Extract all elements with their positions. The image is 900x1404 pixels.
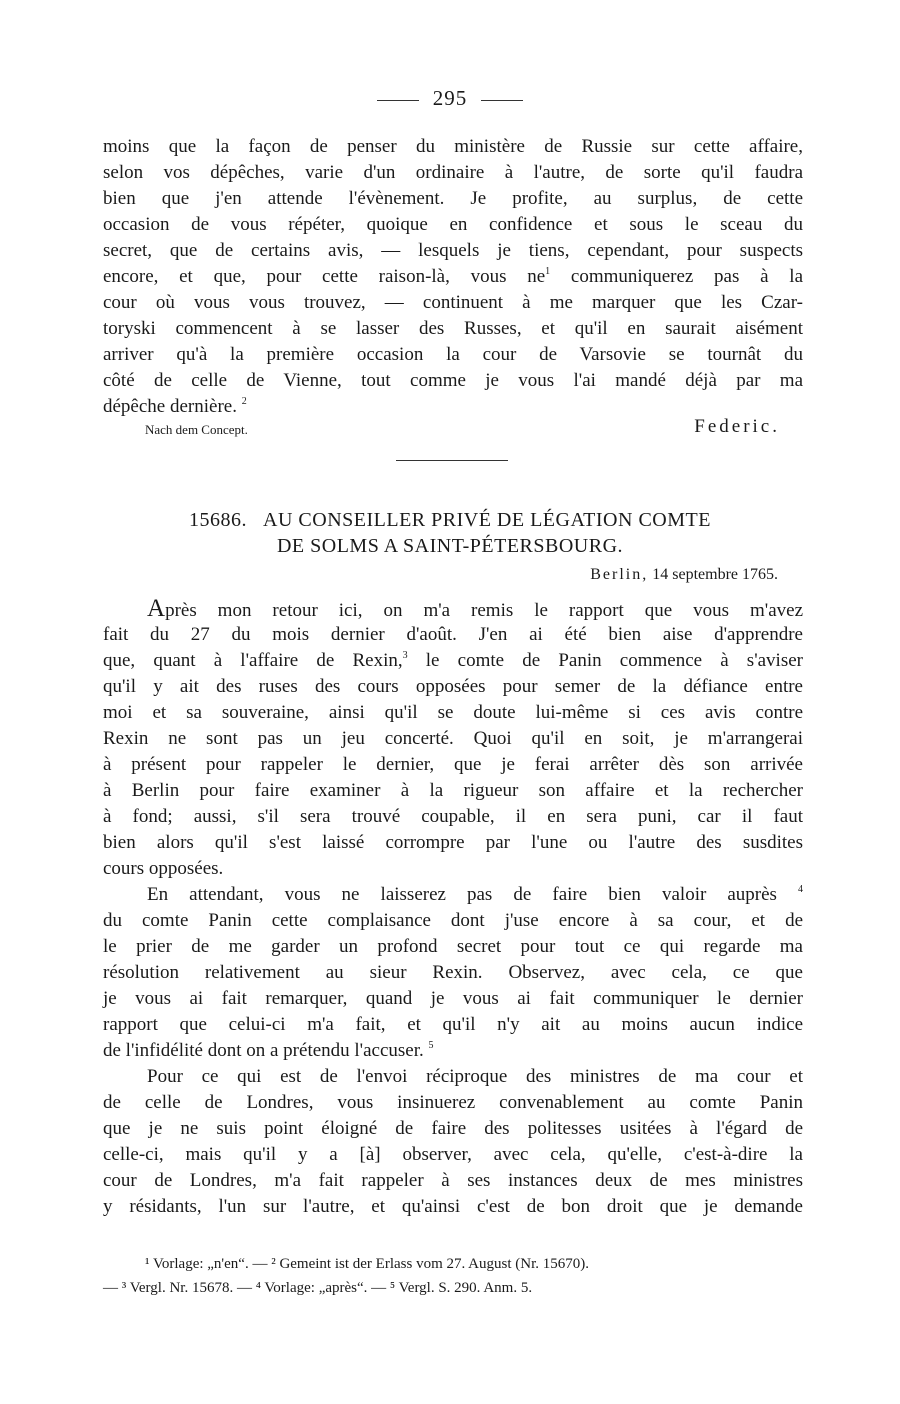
letter-body [103,596,803,1220]
text-fragment: communiquerez pas à la [570,266,804,287]
footnote-marker: 4 [798,884,804,895]
text-fragment: de l'infidélité dont on a prétendu l'accuser. [103,1040,424,1061]
section-divider [396,460,508,461]
text-line: moi et sa souveraine, ainsi qu'il se doute lui-même si ces avis contre [103,702,803,723]
heading-line-2: DE SOLMS A SAINT-PÉTERSBOURG. [276,535,624,557]
text-line [103,264,803,290]
page-number: 295 [432,86,468,110]
text-line: cour de Londres, m'a fait rappeler à ses instances deux de mes ministres [103,1170,803,1191]
text-line: que je ne suis point éloigné de faire des politesses usitées à l'égard de [103,1118,803,1139]
text-fragment: le comte de Panin commence à s'aviser [425,650,803,671]
heading-text-1: AU CONSEILLER PRIVÉ DE LÉGATION COMTE [263,509,711,531]
text-line: selon vos dépêches, varie d'un ordinaire à l'autre, de sorte qu'il faudra [103,162,803,183]
text-line: secret, que de certains avis, — lesquels je tiens, cependant, pour suspects [103,240,803,261]
text-line [103,882,803,908]
text-line: Pour ce qui est de l'envoi réciproque des ministres de ma cour et [147,1066,803,1087]
text-line: rapport que celui-ci m'a fait, et qu'il n'y ait au moins aucun indice [103,1014,803,1035]
footnote-marker: 2 [241,396,247,407]
text-line: arriver qu'à la première occasion la cour de Varsovie se tournât du [103,344,803,365]
text-fragment: En attendant, vous ne laisserez pas de faire bien valoir auprès [147,884,777,905]
text-line: toryski commencent à se lasser des Russes, et qu'il en saurait aisément [103,318,803,339]
text-line: moins que la façon de penser du ministère de Russie sur cette affaire, [103,136,803,157]
heading-line-1 [0,507,900,533]
continued-letter-text [103,134,803,420]
footnote-marker: 5 [428,1040,434,1051]
concept-note: Nach dem Concept. [145,422,248,437]
footnotes [103,1252,808,1300]
footnote-line: — ³ Vergl. Nr. 15678. — ⁴ Vorlage: „après“. — ⁵ Vergl. S. 290. Anm. 5. [103,1280,533,1296]
drop-cap: A [147,595,166,622]
text-fragment: que, quant à l'affaire de Rexin, [103,650,403,671]
text-line: cours opposées. [103,858,224,879]
text-fragment: encore, et que, pour cette raison-là, vous ne [103,266,546,287]
text-line: y résidants, l'un sur l'autre, et qu'ainsi c'est de bon droit que je demande [103,1196,803,1217]
text-line: de celle de Londres, vous insinuerez convenablement au comte Panin [103,1092,803,1113]
dateline-place: Berlin, [590,566,649,583]
text-line: fait du 27 du mois dernier d'août. J'en ai été bien aise d'apprendre [103,624,803,645]
text-line: qu'il y ait des ruses des cours opposées pour semer de la défiance entre [103,676,803,697]
letter-heading [0,507,900,559]
footnote-marker: 1 [545,266,551,277]
footnote-marker: 3 [402,650,408,661]
text-line: à fond; aussi, s'il sera trouvé coupable, il en sera puni, car il faut [103,806,803,827]
text-line: bien alors qu'il s'est laissé corrompre par l'une ou l'autre des susdites [103,832,803,853]
closing-row [145,416,780,442]
text-line: occasion de vous répéter, quoique en confidence et sous le sceau du [103,214,803,235]
text-line: le prier de me garder un profond secret pour tout ce qui regarde ma [103,936,803,957]
page-header [0,86,900,111]
text-line: cour où vous vous trouvez, — continuent à me marquer que les Czar- [103,292,803,313]
text-fragment: dépêche dernière. [103,396,237,417]
footnote-line: ¹ Vorlage: „n'en“. — ² Gemeint ist der Erlass vom 27. August (Nr. 15670). [145,1256,589,1272]
text-line: résolution relativement au sieur Rexin. Observez, avec cela, ce que [103,962,803,983]
text-line: bien que j'en attende l'évènement. Je profite, au surplus, de cette [103,188,803,209]
text-line: côté de celle de Vienne, tout comme je vous l'ai mandé déjà par ma [103,370,803,391]
text-line: je vous ai fait remarquer, quand je vous ai fait communiquer le dernier [103,988,803,1009]
text-line [103,596,803,622]
text-line: à présent pour rappeler le dernier, que je ferai arrêter dès son arrivée [103,754,803,775]
header-dash-right [481,100,523,101]
text-line [103,1038,803,1064]
signature: Federic. [694,416,780,437]
text-line [103,648,803,674]
header-dash-left [377,100,419,101]
dateline-date: 14 septembre 1765. [652,566,778,583]
dateline [590,566,778,584]
text-line: Rexin ne sont pas un jeu concerté. Quoi qu'il en soit, je m'arrangerai [103,728,803,749]
text-line: celle-ci, mais qu'il y a [à] observer, avec cela, qu'elle, c'est-à-dire la [103,1144,803,1165]
text-fragment: près mon retour ici, on m'a remis le rapport que vous m'avez [165,600,803,621]
text-line: du comte Panin cette complaisance dont j'use encore à sa cour, et de [103,910,803,931]
text-line: à Berlin pour faire examiner à la rigueur son affaire et la rechercher [103,780,803,801]
letter-number: 15686. [189,509,248,531]
